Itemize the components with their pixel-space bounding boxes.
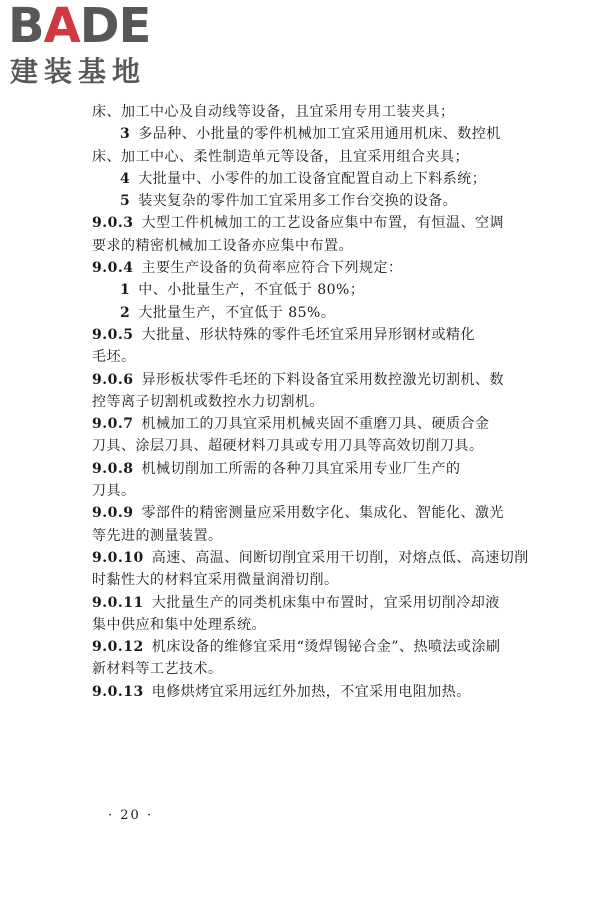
text-line bbox=[92, 327, 524, 349]
clause-number: 9.0.11 bbox=[92, 594, 144, 611]
text-line bbox=[92, 171, 524, 193]
page-number: · 20 · bbox=[108, 808, 154, 823]
text-line bbox=[92, 684, 524, 706]
text-line bbox=[92, 149, 524, 171]
clause-number: 9.0.9 bbox=[92, 505, 134, 522]
text-line bbox=[92, 126, 524, 148]
clause-text: 大批量生产的同类机床集中布置时，宜采用切削冷却液 bbox=[151, 594, 500, 611]
clause-text: 床、加工中心及自动线等设备，且宜采用专用工装夹具； bbox=[92, 104, 455, 120]
clause-text: 主要生产设备的负荷率应符合下列规定： bbox=[141, 260, 403, 277]
clause-text: 刀具。 bbox=[92, 483, 136, 500]
text-line bbox=[92, 572, 524, 594]
clause-number: 4 bbox=[120, 170, 131, 187]
clause-text: 多品种、小批量的零件机械加工宜采用通用机床、数控机 bbox=[138, 126, 501, 143]
text-line bbox=[92, 372, 524, 394]
clause-number: 3 bbox=[120, 126, 131, 143]
clause-number: 9.0.7 bbox=[92, 416, 134, 433]
text-line bbox=[92, 661, 524, 683]
logo-mark bbox=[8, 0, 150, 52]
text-line bbox=[92, 193, 524, 215]
text-line bbox=[92, 617, 524, 639]
clause-text: 时黏性大的材料宜采用微量润滑切削。 bbox=[92, 572, 339, 589]
clause-text: 毛坯。 bbox=[92, 349, 136, 366]
clause-text: 控等离子切割机或数控水力切割机。 bbox=[92, 393, 324, 410]
clause-text: 机械加工的刀具宜采用机械夹固不重磨刀具、硬质合金 bbox=[141, 416, 490, 433]
text-line bbox=[92, 483, 524, 505]
clause-text: 机床设备的维修宜采用“烫焊锡铋合金”、热喷法或涂刷 bbox=[151, 639, 501, 656]
clause-text: 要求的精密机械加工设备亦应集中布置。 bbox=[92, 237, 353, 254]
text-line bbox=[92, 238, 524, 260]
logo-subtitle: 建装基地 bbox=[10, 55, 147, 88]
text-line bbox=[92, 349, 524, 371]
text-line bbox=[92, 104, 524, 126]
text-line bbox=[92, 595, 524, 617]
clause-number: 2 bbox=[120, 304, 131, 321]
clause-text: 异形板状零件毛坯的下料设备宜采用数控激光切割机、数 bbox=[141, 371, 504, 388]
clause-text: 新材料等工艺技术。 bbox=[92, 661, 223, 678]
clause-number: 9.0.4 bbox=[92, 260, 134, 277]
clause-number: 9.0.6 bbox=[92, 371, 134, 388]
clause-text: 装夹复杂的零件加工宜采用多工作台交换的设备。 bbox=[138, 193, 458, 210]
clause-number: 9.0.5 bbox=[92, 326, 134, 343]
text-line bbox=[92, 282, 524, 304]
text-line bbox=[92, 394, 524, 416]
text-line bbox=[92, 260, 524, 282]
text-line bbox=[92, 505, 524, 527]
clause-number: 9.0.13 bbox=[92, 683, 144, 700]
clause-number: 9.0.3 bbox=[92, 215, 134, 232]
clause-text: 零部件的精密测量应采用数字化、集成化、智能化、激光 bbox=[141, 505, 504, 522]
text-line bbox=[92, 549, 529, 572]
clause-text: 机械切削加工所需的各种刀具宜采用专业厂生产的 bbox=[141, 460, 461, 477]
clause-text: 大批量中、小零件的加工设备宜配置自动上下料系统； bbox=[138, 170, 487, 187]
clause-number: 1 bbox=[120, 282, 131, 299]
text-line bbox=[92, 639, 524, 661]
text-line bbox=[92, 215, 524, 237]
clause-text: 等先进的测量装置。 bbox=[92, 527, 223, 544]
clause-number: 9.0.10 bbox=[92, 549, 144, 566]
clause-number: 9.0.8 bbox=[92, 460, 134, 477]
clause-text: 床、加工中心、柔性制造单元等设备，且宜采用组合夹具； bbox=[92, 148, 469, 165]
clause-text: 中、小批量生产，不宜低于 80%； bbox=[138, 282, 365, 299]
text-line bbox=[92, 528, 524, 550]
document-body bbox=[92, 104, 529, 706]
clause-text: 大批量生产，不宜低于 85%。 bbox=[138, 304, 336, 321]
clause-text: 大型工件机械加工的工艺设备应集中布置，有恒温、空调 bbox=[141, 215, 504, 232]
text-line bbox=[92, 305, 524, 327]
clause-text: 集中供应和集中处理系统。 bbox=[92, 616, 266, 633]
brand-logo bbox=[8, 0, 178, 96]
clause-text: 高速、高温、间断切削宜采用干切削，对熔点低、高速切削 bbox=[151, 549, 529, 566]
text-line bbox=[92, 461, 524, 483]
clause-number: 9.0.12 bbox=[92, 639, 144, 656]
text-line bbox=[92, 416, 524, 438]
logo-mark-text: BADE bbox=[8, 0, 151, 54]
clause-text: 电修烘烤宜采用远红外加热，不宜采用电阻加热。 bbox=[151, 683, 471, 700]
clause-text: 大批量、形状特殊的零件毛坯宜采用异形钢材或精化 bbox=[141, 326, 475, 343]
clause-text: 刀具、涂层刀具、超硬材料刀具或专用刀具等高效切削刀具。 bbox=[92, 438, 484, 455]
text-line bbox=[92, 438, 524, 460]
clause-number: 5 bbox=[120, 193, 131, 210]
